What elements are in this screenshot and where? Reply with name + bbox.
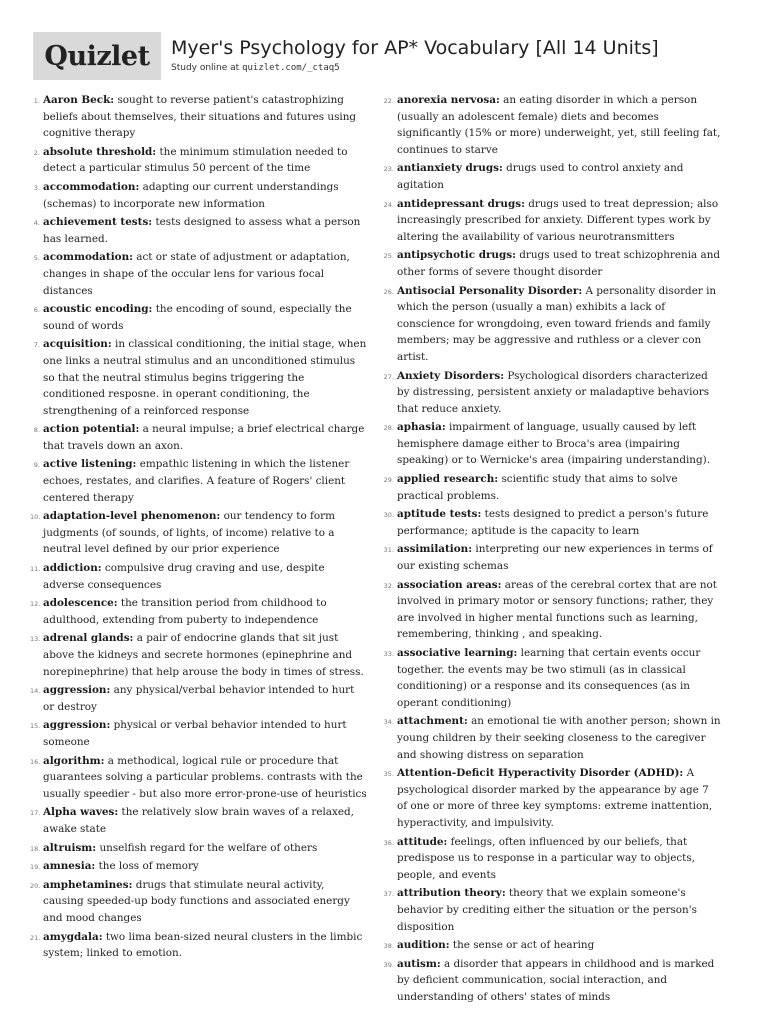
entry-term: accommodation: (43, 180, 140, 193)
entry-number: 30. (383, 511, 394, 520)
logo-text: Quizlet (44, 40, 150, 72)
entry-number: 32. (383, 581, 394, 590)
entry-definition: in classical conditioning, the initial stage, when one links a neutral stimulus and an unconditioned stimulus so that the neutral stimulus begins triggering the conditioned resposne. in operant conditioning, the strengthening of a reinforced response (43, 338, 367, 417)
entry-definition: a neural impulse; a brief electrical charge that travels down an axon. (43, 423, 365, 452)
entry-number: 14. (30, 687, 41, 696)
entry-number: 22. (383, 97, 394, 105)
vocab-entry (382, 506, 722, 539)
entry-number: 31. (383, 546, 394, 555)
entry-number: 7. (33, 341, 40, 350)
entry-definition: the sense or act of hearing (452, 939, 595, 952)
vocab-entry (382, 834, 722, 884)
entry-term: adaptation-level phenomenon: (43, 510, 221, 523)
entry-number: 27. (383, 372, 394, 381)
vocab-entry (30, 840, 368, 857)
vocab-entry (382, 645, 722, 711)
entry-term: algorithm: (43, 754, 105, 767)
entry-term: acquisition: (43, 338, 112, 351)
vocab-entry (382, 196, 722, 246)
vocab-entry (30, 92, 368, 142)
entry-term: acommodation: (43, 251, 133, 264)
page-title: Myer's Psychology for AP* Vocabulary [All 14 Units] (171, 37, 659, 59)
vocab-entry (382, 160, 722, 193)
entry-definition: the loss of memory (98, 860, 199, 873)
vocab-entry (382, 247, 722, 280)
entry-definition: drugs used to treat schizophrenia and other forms of severe thought disorder (397, 249, 721, 278)
entry-term: Attention-Deficit Hyperactivity Disorder (ADHD): (397, 767, 684, 780)
entry-number: 23. (383, 165, 394, 174)
entry-number: 15. (30, 722, 41, 731)
vocab-entry (30, 421, 368, 454)
entry-term: addiction: (43, 562, 102, 575)
entry-definition: the transition period from childhood to adulthood, extending from puberty to independence (43, 597, 327, 626)
entry-number: 21. (30, 933, 41, 942)
entry-term: attitude: (397, 835, 448, 848)
vocab-entry (30, 804, 368, 837)
vocab-entry (30, 595, 368, 628)
entry-number: 4. (33, 219, 40, 228)
entry-term: assimilation: (397, 543, 473, 556)
entry-definition: empathic listening in which the listener echoes, restates, and clarifies. A feature of Rogers' client centered therapy (43, 458, 350, 504)
entry-definition: the encoding of sound, especially the sound of words (43, 303, 352, 332)
entry-term: anorexia nervosa: (397, 94, 500, 106)
entry-number: 36. (383, 838, 394, 847)
quizlet-logo (33, 32, 161, 80)
study-prefix: Study online at (171, 63, 243, 73)
vocab-entry (382, 471, 722, 504)
entry-number: 5. (33, 254, 40, 263)
entry-term: aptitude tests: (397, 508, 482, 521)
vocab-entry (382, 283, 722, 366)
vocab-entry (30, 144, 368, 177)
entry-term: active listening: (43, 458, 137, 471)
entry-number: 18. (30, 844, 41, 853)
entry-number: 35. (383, 770, 394, 779)
vocab-entry (382, 92, 722, 158)
vocab-entry (382, 577, 722, 643)
page-header (33, 32, 743, 80)
entry-number: 10. (30, 513, 41, 522)
entry-definition: two lima bean-sized neural clusters in the limbic system; linked to emotion. (43, 930, 363, 960)
entry-term: amygdala: (43, 930, 103, 943)
entry-definition: drugs that stimulate neural activity, causing speeded-up body functions and associated energy and mood changes (43, 878, 350, 924)
entry-definition: feelings, often influenced by our beliefs, that predispose us to response in a particular way to objects, people, and events (397, 835, 695, 881)
vocab-entry (30, 336, 368, 419)
entry-number: 9. (33, 461, 40, 470)
vocab-entry (30, 179, 368, 212)
vocab-entry (382, 765, 722, 831)
entry-definition: a pair of endocrine glands that sit just above the kidneys and secrete hormones (epinephrine and norepinephrine) that help arouse the body in times of stress. (43, 632, 364, 678)
entry-number: 17. (30, 809, 41, 818)
vocab-entry (30, 630, 368, 680)
entry-definition: sought to reverse patient's catastrophizing beliefs about themselves, their situations and futures using cognitive therapy (43, 94, 357, 140)
vocab-entry (30, 858, 368, 875)
vocab-entry (30, 249, 368, 299)
entry-term: adrenal glands: (43, 632, 134, 645)
entry-number: 20. (30, 881, 41, 890)
entry-definition: a disorder that appears in childhood and is marked by deficient communication, social interaction, and understanding of others' states of minds (397, 957, 715, 1003)
entry-definition: areas of the cerebral cortex that are not involved in primary motor or sensory functions; rather, they are involved in higher mental functions such as learning, remembering, thinking , and speaking. (397, 578, 717, 641)
entry-number: 2. (33, 148, 40, 157)
study-url-link[interactable]: quizlet.com/_ctaq5 (242, 63, 340, 73)
entry-term: associative learning: (397, 647, 518, 659)
vocab-entry (382, 419, 722, 469)
entry-term: autism: (397, 957, 441, 970)
entry-term: antipsychotic drugs: (397, 249, 516, 262)
entry-term: Antisocial Personality Disorder: (397, 284, 583, 297)
entry-term: attribution theory: (397, 887, 506, 900)
vocab-entry (382, 956, 722, 1006)
entry-term: adolescence: (43, 597, 118, 610)
right-column (382, 92, 722, 1007)
entry-term: audition: (397, 939, 450, 952)
entry-definition: the minimum stimulation needed to detect a particular stimulus 50 percent of the time (43, 145, 348, 175)
entry-definition: drugs used to treat depression; also increasingly prescribed for anxiety. Different types work by altering the availability of various neurotransmitters (397, 197, 719, 243)
entry-definition: A psychological disorder marked by the appearance by age 7 of one or more of three key symptoms: extreme inattention, hyperactivity, and impulsivity. (397, 767, 713, 829)
entry-definition: theory that we explain someone's behavior by crediting either the situation or the person's disposition (397, 887, 697, 933)
entry-number: 8. (33, 426, 40, 435)
entry-number: 39. (383, 960, 394, 969)
entry-definition: adapting our current understandings (schemas) to incorporate new information (43, 180, 339, 210)
entry-term: amnesia: (43, 860, 96, 873)
entry-definition: compulsive drug craving and use, despite adverse consequences (43, 562, 325, 591)
vocab-entry (382, 368, 722, 418)
vocab-entry (382, 937, 722, 954)
entry-definition: physical or verbal behavior intended to hurt someone (43, 719, 347, 748)
entry-definition: A personality disorder in which the person (usually a man) exhibits a lack of conscience for wrongdoing, even toward friends and family members; may be aggressive and ruthless or a clever con artist. (397, 284, 717, 363)
entry-term: amphetamines: (43, 878, 133, 891)
entry-definition: interpreting our new experiences in terms of our existing schemas (397, 543, 713, 573)
vocab-entry (30, 753, 368, 803)
entry-definition: tests designed to assess what a person has learned. (43, 216, 361, 245)
entry-definition: unselfish regard for the welfare of others (99, 841, 318, 854)
entry-number: 29. (383, 476, 394, 485)
entry-term: achievement tests: (43, 216, 153, 229)
entry-definition: our tendency to form judgments (of sounds, of lights, of income) relative to a neutral level defined by our prior experience (43, 510, 335, 556)
vocab-entry (382, 885, 722, 935)
entry-definition: Psychological disorders characterized by distressing, persistent anxiety or maladaptive behaviors that reduce anxiety. (397, 369, 710, 415)
entry-definition: drugs used to control anxiety and agitation (397, 162, 684, 191)
study-online-line (171, 63, 659, 73)
left-column (30, 92, 368, 964)
entry-term: aphasia: (397, 421, 446, 434)
vocab-entry (30, 560, 368, 593)
entry-term: altruism: (43, 841, 97, 854)
entry-definition: an eating disorder in which a person (usually an adolescent female) diets and becomes significantly (15% or more) underweight, yet, still feeling fat, continues to starve (397, 94, 721, 156)
entry-number: 28. (383, 424, 394, 433)
vocab-entry (30, 456, 368, 506)
entry-term: action potential: (43, 423, 140, 436)
entry-number: 11. (30, 565, 41, 574)
entry-number: 16. (30, 757, 41, 766)
entry-term: aggression: (43, 684, 111, 697)
entry-definition: scientific study that aims to solve practical problems. (397, 473, 678, 502)
vocab-entry (30, 929, 368, 962)
entry-definition: the relatively slow brain waves of a relaxed, awake state (43, 806, 354, 835)
entry-number: 38. (383, 942, 394, 951)
entry-number: 33. (383, 650, 394, 658)
entry-number: 13. (30, 635, 41, 644)
entry-definition: learning that certain events occur together. the events may be two stimuli (as in classical conditioning) or a response and its consequences (as in operant conditioning) (397, 647, 701, 709)
entry-number: 1. (33, 97, 40, 105)
entry-number: 6. (33, 306, 40, 315)
entry-number: 25. (383, 252, 394, 261)
entry-definition: any physical/verbal behavior intended to hurt or destroy (43, 684, 355, 713)
entry-term: Anxiety Disorders: (397, 369, 505, 382)
title-block (171, 32, 659, 73)
vocab-entry (30, 717, 368, 750)
entry-number: 24. (383, 200, 394, 209)
entry-definition: tests designed to predict a person's future performance; aptitude is the capacity to learn (397, 508, 709, 537)
entry-term: antidepressant drugs: (397, 197, 525, 210)
vocab-entry (30, 877, 368, 927)
entry-term: antianxiety drugs: (397, 162, 503, 175)
entry-number: 19. (30, 863, 41, 872)
entry-term: Aaron Beck: (43, 94, 115, 106)
entry-definition: act or state of adjustment or adaptation, changes in shape of the occular lens for various focal distances (43, 251, 350, 297)
entry-number: 26. (383, 287, 394, 296)
entry-number: 3. (33, 183, 40, 192)
vocab-entry (30, 214, 368, 247)
vocab-entry (382, 541, 722, 574)
vocab-entry (30, 508, 368, 558)
entry-definition: an emotional tie with another person; shown in young children by their seeking closeness to the caregiver and showing distress on separation (397, 715, 721, 761)
entry-term: applied research: (397, 473, 499, 486)
entry-term: absolute threshold: (43, 145, 157, 158)
entry-term: attachment: (397, 715, 468, 728)
vocab-entry (382, 713, 722, 763)
entry-term: association areas: (397, 578, 502, 591)
entry-term: Alpha waves: (43, 806, 119, 819)
entry-number: 12. (30, 600, 41, 609)
entry-definition: a methodical, logical rule or procedure that guarantees solving a particular problems. contrasts with the usually speedier - but also more error-prone-use of heuristics (43, 754, 367, 800)
entry-term: aggression: (43, 719, 111, 732)
entry-number: 37. (383, 890, 394, 899)
entry-definition: impairment of language, usually caused by left hemisphere damage either to Broca's area (impairing speaking) or to Wernicke's area (impairing understanding). (397, 421, 710, 467)
entry-term: acoustic encoding: (43, 303, 153, 316)
entry-number: 34. (383, 718, 394, 727)
vocab-entry (30, 301, 368, 334)
vocab-entry (30, 682, 368, 715)
